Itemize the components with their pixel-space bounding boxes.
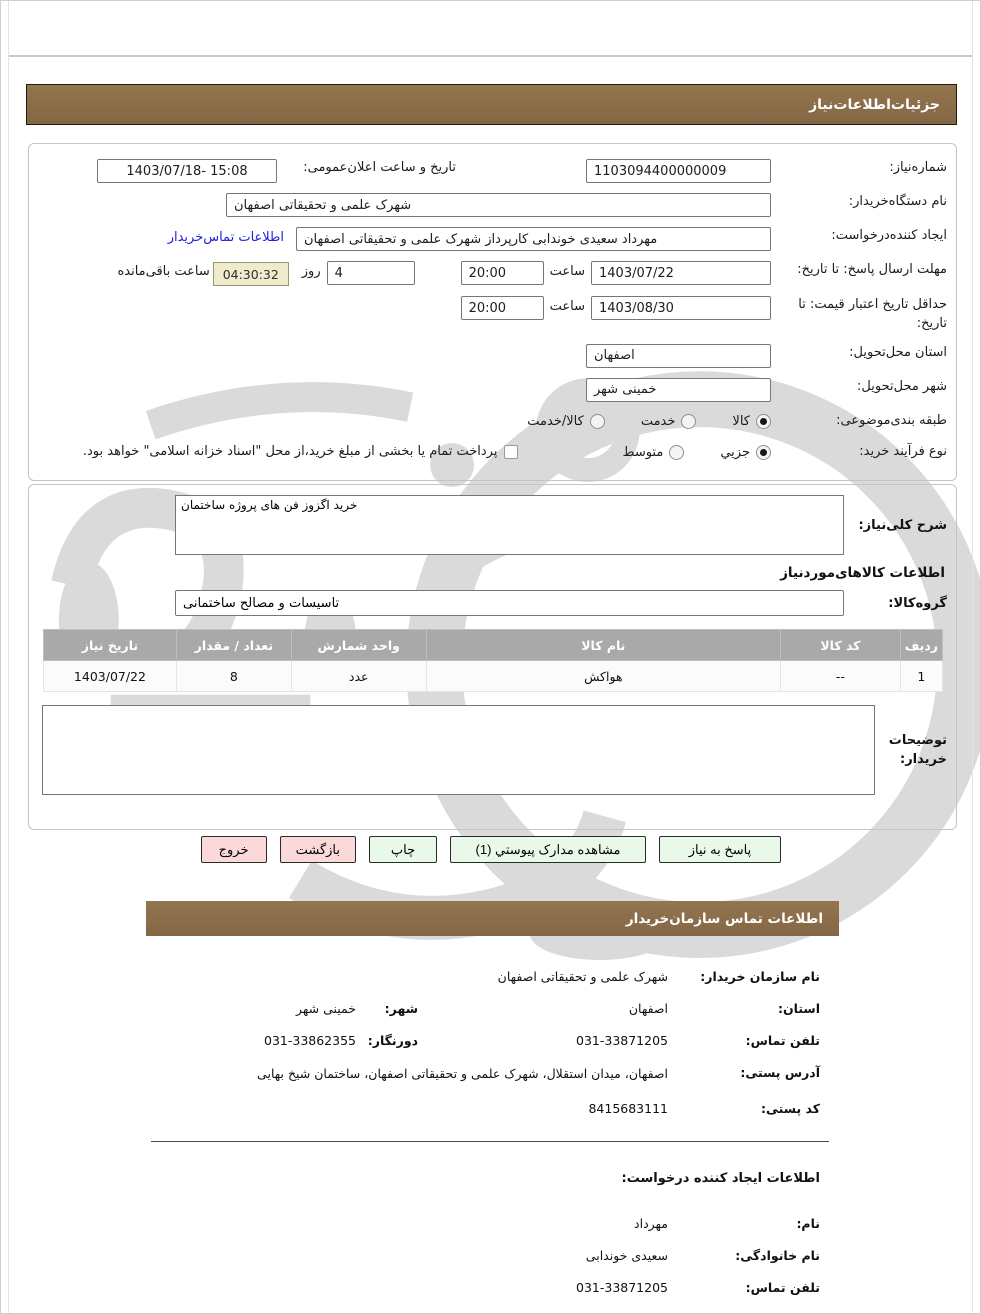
radio-icon[interactable] bbox=[756, 445, 771, 460]
deadline-days-input[interactable]: 4 bbox=[327, 261, 415, 285]
cell-row-number: 1 bbox=[900, 661, 942, 692]
classification-option-label: خدمت bbox=[640, 413, 676, 429]
row-need-description bbox=[39, 495, 947, 555]
contact-header-title: اطلاعات تماس سازمان‌خریدار bbox=[625, 910, 823, 927]
row-province-city bbox=[140, 1001, 820, 1016]
col-header-unit: واحد شمارش bbox=[291, 630, 426, 661]
process-option-label: جزیي bbox=[720, 444, 750, 460]
goods-group-label: گروه‌کالا: bbox=[888, 595, 947, 611]
row-response-deadline bbox=[39, 261, 947, 286]
first-name-label: نام: bbox=[796, 1216, 820, 1231]
purchase-process-label: نوع فرآیند خرید: bbox=[859, 443, 947, 459]
last-name-value: سعیدی خوندابی bbox=[585, 1248, 668, 1263]
validity-date-input[interactable]: 1403/08/30 bbox=[591, 296, 771, 320]
delivery-city-label: شهر محل‌تحویل: bbox=[857, 378, 947, 394]
row-price-validity bbox=[39, 296, 947, 334]
goods-info-heading: اطلاعات کالاهای‌موردنیاز bbox=[780, 565, 945, 581]
deadline-time-input[interactable]: 20:00 bbox=[461, 261, 544, 285]
delivery-province-label: استان محل‌تحویل: bbox=[849, 344, 947, 360]
buyer-notes-textarea[interactable] bbox=[42, 705, 875, 795]
row-buyer-device bbox=[39, 193, 947, 217]
row-postal-code bbox=[140, 1101, 820, 1116]
process-option-label: متوسط bbox=[622, 444, 664, 460]
back-button[interactable]: بازگشت bbox=[280, 836, 356, 863]
goods-group-input[interactable]: تاسیسات و مصالح ساختمانی bbox=[175, 590, 844, 616]
fax-value: 031-33862355 bbox=[264, 1033, 356, 1048]
postal-code-value: 8415683111 bbox=[588, 1100, 668, 1116]
phone-label: تلفن تماس: bbox=[745, 1033, 820, 1048]
city-label: شهر: bbox=[384, 1001, 418, 1016]
treasury-payment-label: پرداخت تمام یا بخشی از مبلغ خرید،از محل "اسناد خزانه اسلامی" خواهد بود. bbox=[82, 443, 498, 459]
radio-icon[interactable] bbox=[681, 414, 696, 429]
need-description-textarea[interactable]: خرید اگزوز فن های پروژه ساختمان bbox=[175, 495, 844, 555]
delivery-province-input[interactable]: اصفهان bbox=[586, 344, 771, 368]
cell-goods-name: هواکش bbox=[426, 661, 780, 692]
buyer-device-input[interactable]: شهرک علمی و تحقیقاتی اصفهان bbox=[226, 193, 771, 217]
postal-code-label: کد پستی: bbox=[760, 1100, 820, 1116]
checkbox-icon[interactable] bbox=[504, 445, 518, 459]
cell-goods-code: -- bbox=[780, 661, 900, 692]
classification-option-goods[interactable] bbox=[732, 414, 771, 429]
classification-option-goods-service[interactable] bbox=[527, 414, 605, 429]
cell-unit: عدد bbox=[291, 661, 426, 692]
cell-quantity: 8 bbox=[176, 661, 291, 692]
row-delivery-province bbox=[39, 344, 947, 368]
need-description-panel bbox=[28, 484, 957, 830]
classification-option-label: کالا bbox=[732, 413, 750, 429]
exit-button[interactable]: خروج bbox=[201, 836, 267, 863]
fax-label: دورنگار: bbox=[367, 1033, 418, 1048]
section-header-title: جزئیات‌اطلاعات‌نیاز bbox=[809, 96, 940, 113]
postal-address-value: اصفهان، میدان استقلال، شهرک علمی و تحقیقاتی اصفهان، ساختمان شیخ بهایی bbox=[257, 1066, 668, 1081]
row-goods-group bbox=[39, 590, 947, 616]
col-header-row-number: ردیف bbox=[900, 630, 942, 661]
row-postal-address bbox=[140, 1065, 820, 1084]
row-buyer-notes bbox=[39, 705, 947, 795]
creator-phone-label: تلفن تماس: bbox=[745, 1280, 820, 1295]
col-header-need-date: تاریخ نیاز bbox=[44, 630, 177, 661]
creator-phone-value: 031-33871205 bbox=[576, 1280, 668, 1295]
need-number-label: شماره‌نیاز: bbox=[889, 160, 947, 175]
need-number-input[interactable]: 1103094400000009 bbox=[586, 159, 771, 183]
row-first-name bbox=[200, 1216, 820, 1231]
classification-label: طبقه بندی‌موضوعی: bbox=[836, 412, 947, 428]
postal-address-label: آدرس پستی: bbox=[740, 1065, 820, 1080]
phone-value: 031-33871205 bbox=[576, 1033, 668, 1048]
goods-table-header-row bbox=[44, 630, 943, 661]
process-option-medium[interactable] bbox=[622, 445, 684, 460]
goods-table-row bbox=[44, 661, 943, 692]
col-header-goods-code: کد کالا bbox=[780, 630, 900, 661]
org-name-label: نام سازمان خریدار: bbox=[700, 969, 820, 984]
request-creator-label: ایجاد کننده‌درخواست: bbox=[831, 228, 947, 243]
city-value: خمینی شهر bbox=[295, 1001, 356, 1016]
deadline-days-label: روز bbox=[301, 264, 321, 279]
goods-table bbox=[43, 629, 943, 692]
process-option-minor[interactable] bbox=[720, 445, 771, 460]
buyer-contact-section bbox=[140, 969, 820, 1133]
org-name-value: شهرک علمی و تحقیقاتی اصفهان bbox=[497, 969, 668, 984]
announce-datetime-label: تاریخ و ساعت اعلان‌عمومی: bbox=[303, 160, 456, 175]
radio-icon[interactable] bbox=[590, 414, 605, 429]
buyer-notes-label: توضیحات خریدار: bbox=[888, 732, 947, 767]
view-attached-documents-button[interactable]: مشاهده مدارک پیوستي (1) bbox=[450, 836, 646, 863]
countdown-label: ساعت باقی‌مانده bbox=[117, 264, 210, 279]
classification-option-service[interactable] bbox=[641, 414, 697, 429]
first-name-value: مهرداد bbox=[634, 1216, 668, 1231]
row-org-name bbox=[140, 969, 820, 984]
row-need-number bbox=[39, 159, 947, 183]
price-validity-label: حداقل تاریخ اعتبار قیمت: تا تاریخ: bbox=[798, 297, 947, 331]
col-header-quantity: تعداد / مقدار bbox=[176, 630, 291, 661]
delivery-city-input[interactable]: خمینی شهر bbox=[586, 378, 771, 402]
validity-time-input[interactable]: 20:00 bbox=[461, 296, 544, 320]
treasury-payment-option[interactable] bbox=[83, 443, 519, 461]
announce-datetime-input[interactable]: 1403/07/18- 15:08 bbox=[97, 159, 277, 183]
section-header-need-details bbox=[26, 84, 957, 125]
col-header-goods-name: نام کالا bbox=[426, 630, 780, 661]
classification-option-label: کالا/خدمت bbox=[527, 413, 584, 429]
row-creator-phone bbox=[200, 1280, 820, 1295]
row-purchase-process bbox=[39, 443, 947, 462]
buyer-device-label: نام دستگاه‌خریدار: bbox=[848, 194, 947, 209]
deadline-date-input[interactable]: 1403/07/22 bbox=[591, 261, 771, 285]
row-phone-fax bbox=[140, 1033, 820, 1048]
buyer-contact-link[interactable]: اطلاعات تماس‌خریدار bbox=[167, 230, 284, 245]
row-subject-classification bbox=[39, 412, 947, 431]
need-details-panel bbox=[28, 143, 957, 481]
radio-icon[interactable] bbox=[669, 445, 684, 460]
last-name-label: نام خانوادگی: bbox=[735, 1248, 820, 1263]
validity-hour-label: ساعت bbox=[549, 299, 585, 314]
province-value: اصفهان bbox=[628, 1001, 668, 1016]
row-last-name bbox=[200, 1248, 820, 1263]
radio-icon[interactable] bbox=[756, 414, 771, 429]
response-deadline-label: مهلت ارسال پاسخ: تا تاریخ: bbox=[797, 262, 947, 277]
section-divider bbox=[151, 1141, 829, 1142]
request-creator-section bbox=[200, 1171, 820, 1312]
need-description-label: شرح کلی‌نیاز: bbox=[858, 517, 947, 533]
row-request-creator bbox=[39, 227, 947, 251]
section-header-buyer-contact bbox=[146, 901, 839, 936]
request-creator-input[interactable]: مهرداد سعیدی خوندابی کارپرداز شهرک علمی و تحقیقاتی اصفهان bbox=[296, 227, 771, 251]
province-label: استان: bbox=[777, 1001, 820, 1016]
cell-need-date: 1403/07/22 bbox=[44, 661, 177, 692]
deadline-hour-label: ساعت bbox=[549, 264, 585, 279]
countdown-timer: 04:30:32 bbox=[213, 262, 289, 286]
print-button[interactable]: چاپ bbox=[369, 836, 437, 863]
respond-to-need-button[interactable]: پاسخ به نیاز bbox=[659, 836, 781, 863]
action-buttons bbox=[201, 836, 781, 863]
row-delivery-city bbox=[39, 378, 947, 402]
creator-section-heading: اطلاعات ایجاد کننده درخواست: bbox=[621, 1171, 820, 1186]
